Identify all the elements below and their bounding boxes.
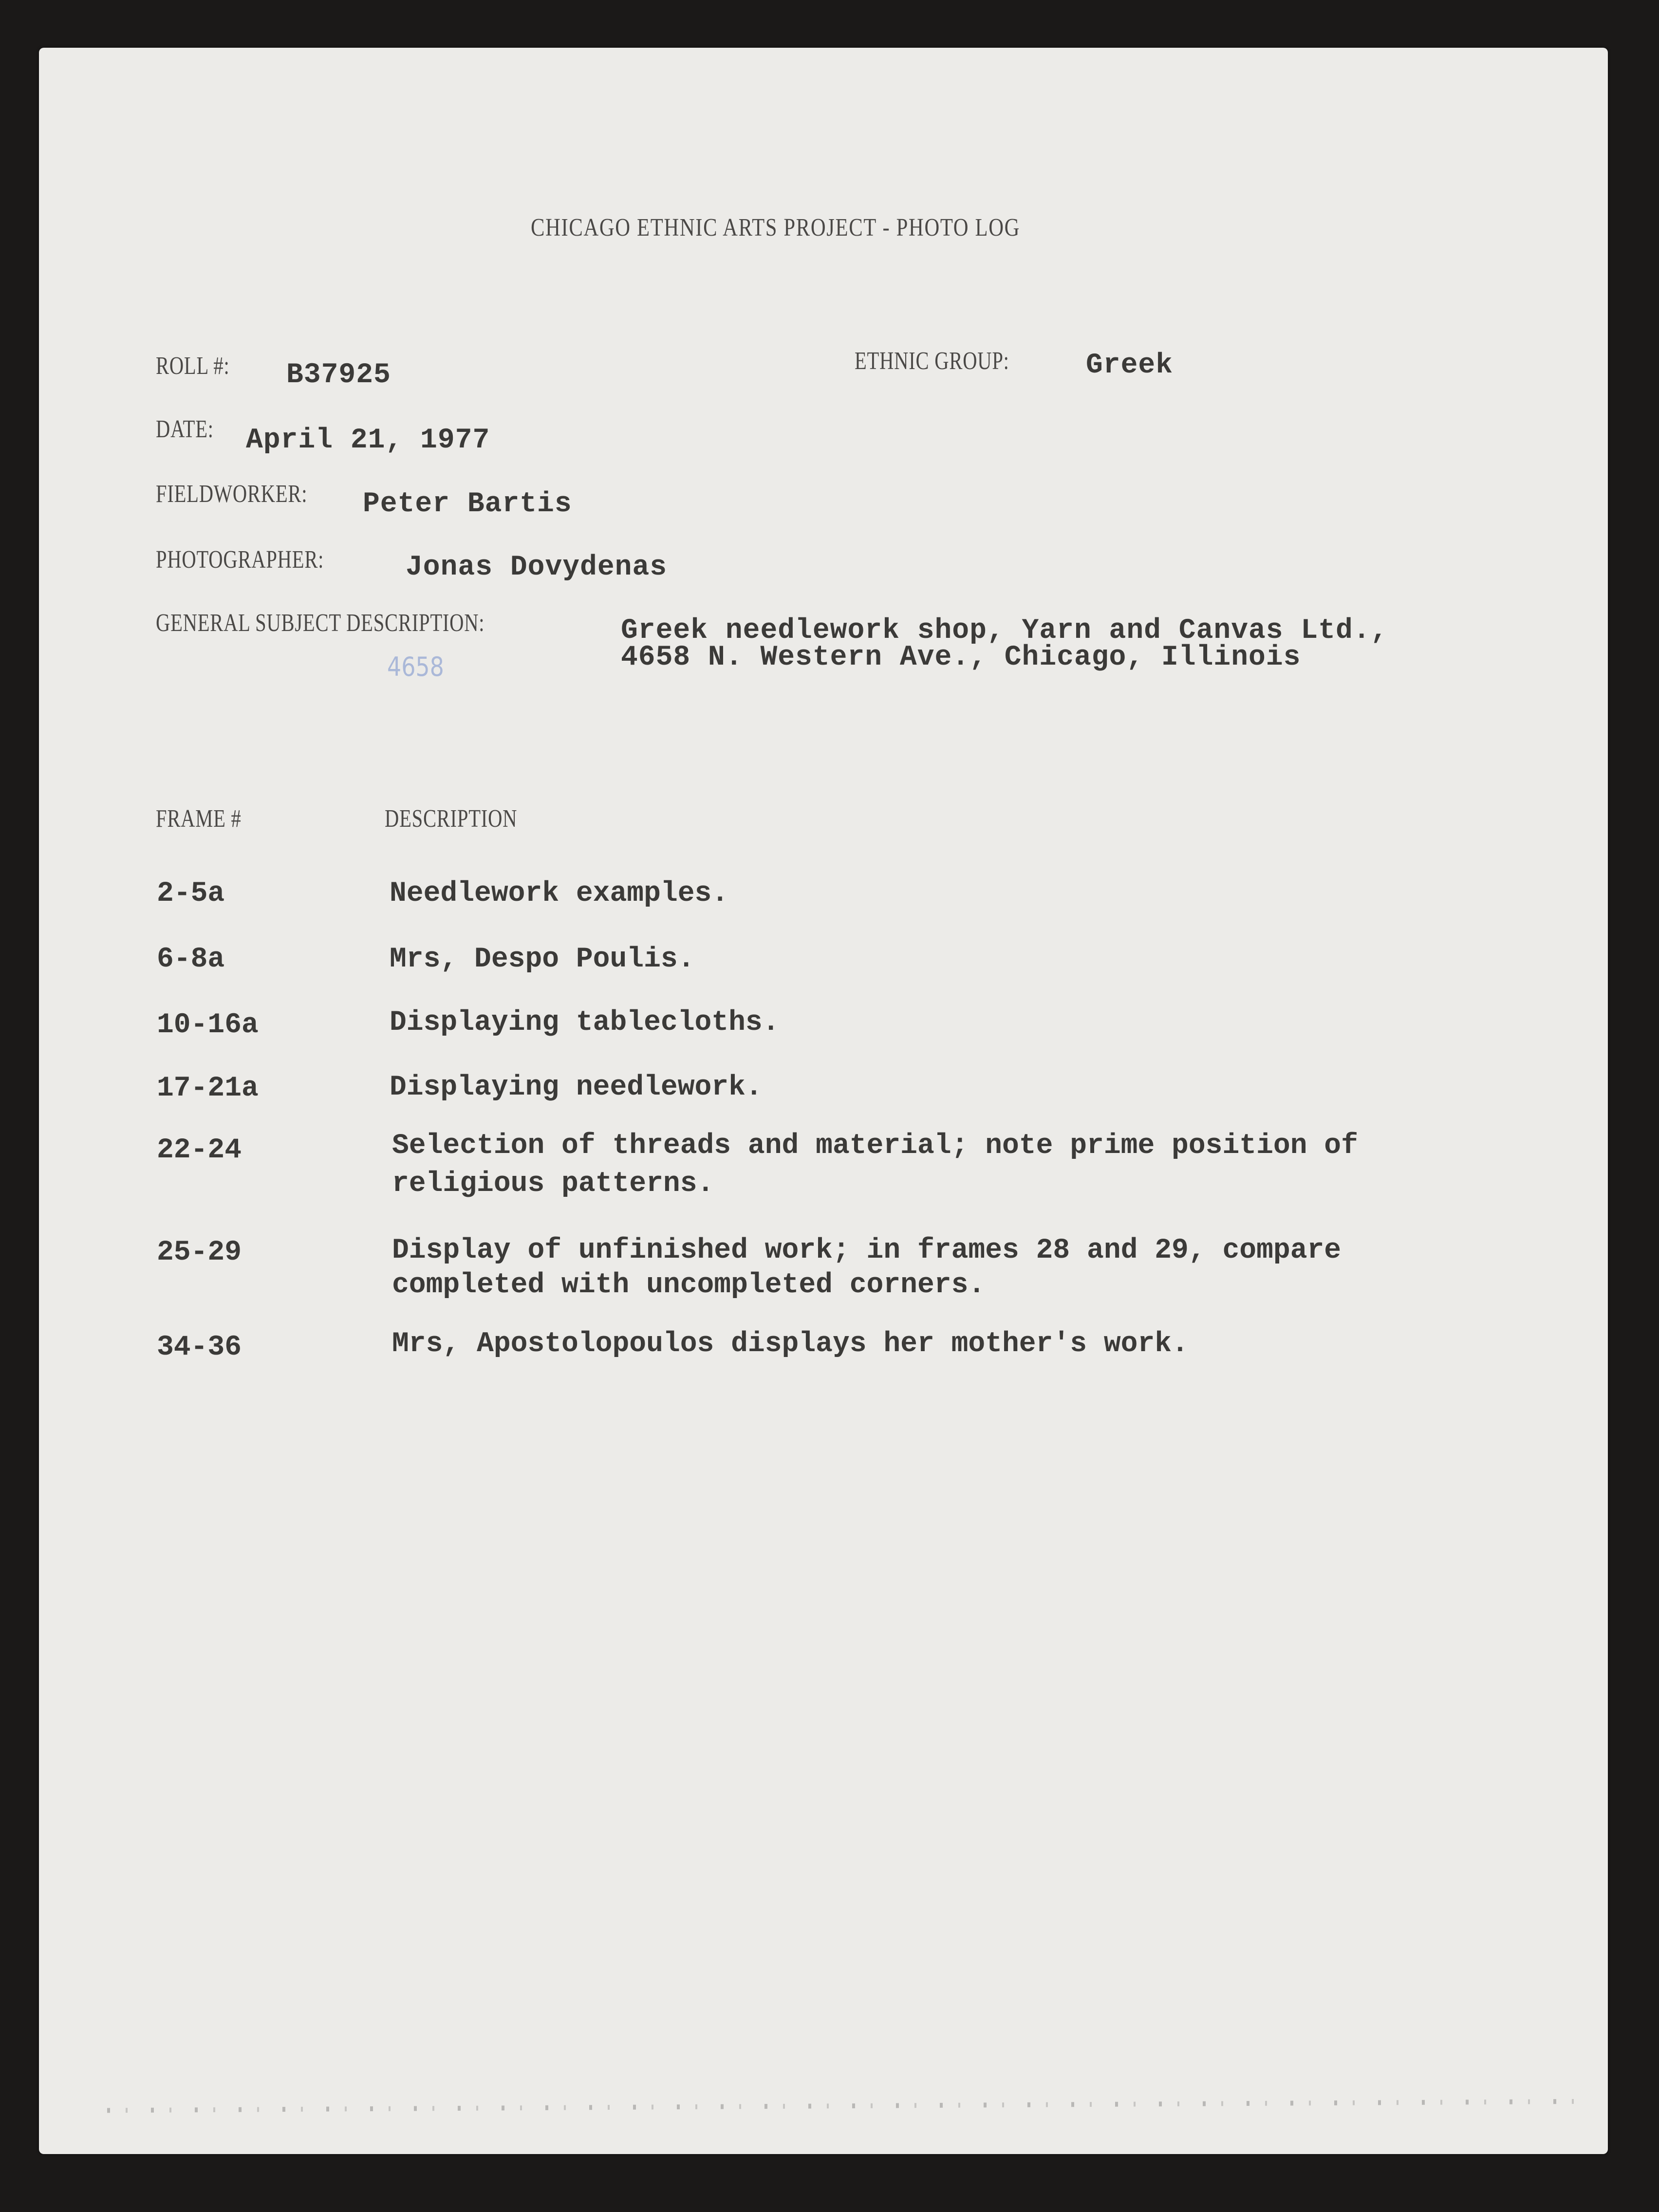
- table-row-description-cont: religious patterns.: [392, 1168, 714, 1200]
- date-value: April 21, 1977: [246, 425, 490, 456]
- ethnic-group-label: ETHNIC GROUP:: [855, 347, 1009, 375]
- table-row-description: Displaying needlework.: [390, 1072, 763, 1103]
- general-subject-line-1: Greek needlework shop, Yarn and Canvas Ltd.,: [621, 615, 1388, 647]
- frame-column-header: FRAME #: [156, 805, 242, 833]
- document-title: CHICAGO ETHNIC ARTS PROJECT - PHOTO LOG: [531, 214, 1021, 242]
- table-row-description: Mrs, Despo Poulis.: [390, 944, 695, 975]
- table-row-frame: 34-36: [157, 1332, 242, 1363]
- description-column-header: DESCRIPTION: [385, 805, 518, 833]
- table-row-description: Displaying tablecloths.: [390, 1007, 780, 1039]
- pencil-annotation: 4658: [387, 651, 444, 682]
- document-page: [39, 48, 1608, 2154]
- table-row-description: Display of unfinished work; in frames 28 and 29, compare: [392, 1235, 1342, 1266]
- table-row-frame: 10-16a: [157, 1009, 259, 1041]
- general-subject-line-2: 4658 N. Western Ave., Chicago, Illinois: [621, 642, 1301, 673]
- fieldworker-label: FIELDWORKER:: [156, 480, 308, 508]
- roll-label: ROLL #:: [156, 352, 230, 380]
- fieldworker-value: Peter Bartis: [363, 488, 572, 520]
- roll-value: B37925: [286, 359, 391, 391]
- table-row-description: Mrs, Apostolopoulos displays her mother's work.: [392, 1328, 1189, 1360]
- table-row-description: Needlework examples.: [390, 878, 729, 910]
- table-row-frame: 25-29: [157, 1237, 242, 1268]
- table-row-frame: 6-8a: [157, 944, 225, 975]
- table-row-frame: 2-5a: [157, 878, 225, 910]
- photographer-value: Jonas Dovydenas: [406, 552, 668, 583]
- table-row-description-cont: completed with uncompleted corners.: [392, 1269, 986, 1301]
- table-row-frame: 17-21a: [157, 1073, 259, 1104]
- date-label: DATE:: [156, 415, 214, 443]
- photographer-label: PHOTOGRAPHER:: [156, 546, 324, 574]
- ethnic-group-value: Greek: [1086, 350, 1174, 381]
- table-row-description: Selection of threads and material; note prime position of: [392, 1130, 1358, 1162]
- general-subject-label: GENERAL SUBJECT DESCRIPTION:: [156, 609, 485, 637]
- table-row-frame: 22-24: [157, 1134, 242, 1166]
